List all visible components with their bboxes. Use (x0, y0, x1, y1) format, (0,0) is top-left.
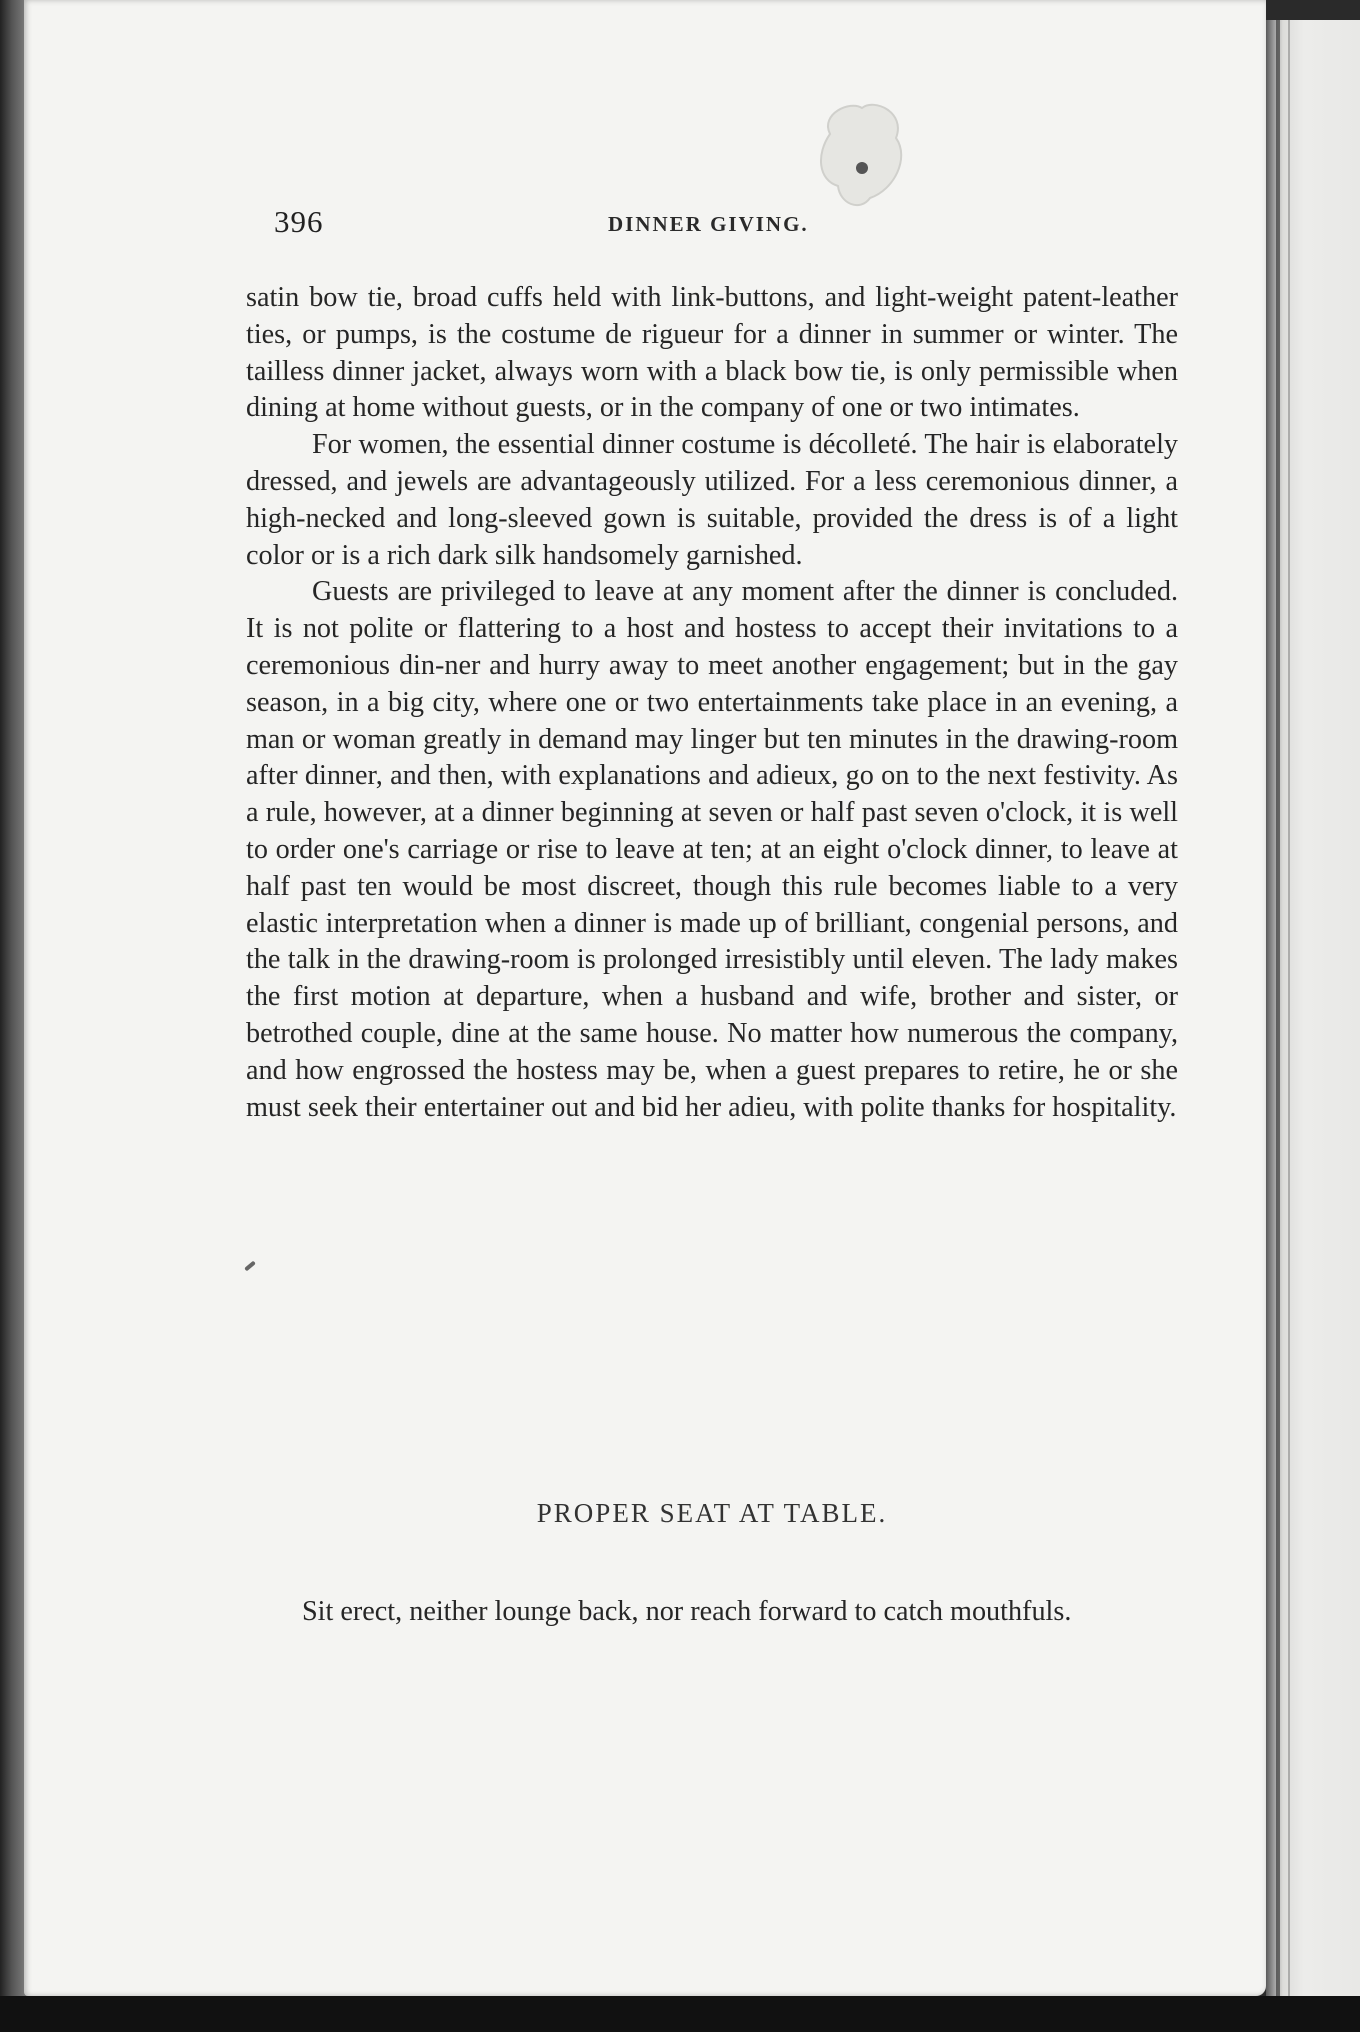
scan-bottom-edge (0, 1996, 1360, 2032)
paragraph-continuation: satin bow tie, broad cuffs held with link-buttons, and light-weight patent-leather ties, or pumps, is the costume de rigueur for a dinner in summer or winter. The tailless dinner jacket, always worn with a black bow tie, is only permissible when dining at home without guests, or in the company of one or two intimates. (246, 282, 1178, 424)
section-heading: PROPER SEAT AT TABLE. (536, 1498, 888, 1528)
facing-page-edge (1266, 20, 1360, 2010)
page-number: 396 (274, 204, 324, 239)
stray-ink-mark (244, 1261, 256, 1272)
running-head: DINNER GIVING. (608, 212, 809, 236)
paragraph-women-costume: For women, the essential dinner costume is décolleté. The hair is elaborately dressed, and jewels are advantageously utilized. For a less ceremonious dinner, a high-necked and long-sleeved gown is suitable, provided the dress is of a light color or is a rich dark silk handsomely garnished. (246, 429, 1178, 571)
page-header (274, 204, 1184, 244)
paper-stain (810, 94, 914, 214)
paragraph-leaving: Guests are privileged to leave at any moment after the dinner is concluded. It is not polite or flattering to a host and hostess to accept their invitations to a ceremonious din-ner and hurry away to meet another engagement; but in the gay season, in a big city, where one or two entertainments take place in an evening, a man or woman greatly in demand may linger but ten minutes in the drawing-room after dinner, and then, with explanations and adieux, go on to the next festivity. As a rule, however, at a dinner beginning at seven or half past seven o'clock, it is well to order one's carriage or rise to leave at ten; at an eight o'clock dinner, to leave at half past ten would be most discreet, though this rule becomes liable to a very elastic interpretation when a dinner is made up of brilliant, congenial persons, and the talk in the drawing-room is prolonged irresistibly until eleven. The lady makes the first motion at departure, when a husband and wife, brother and sister, or betrothed couple, dine at the same house. No matter how numerous the company, and how engrossed the hostess may be, when a guest prepares to retire, he or she must seek their entertainer out and bid her adieu, with polite thanks for hospitality. (246, 576, 1178, 1123)
body-text (246, 280, 1178, 1126)
section-paragraph: Sit erect, neither lounge back, nor reach forward to catch mouthfuls. (302, 1596, 1072, 1628)
